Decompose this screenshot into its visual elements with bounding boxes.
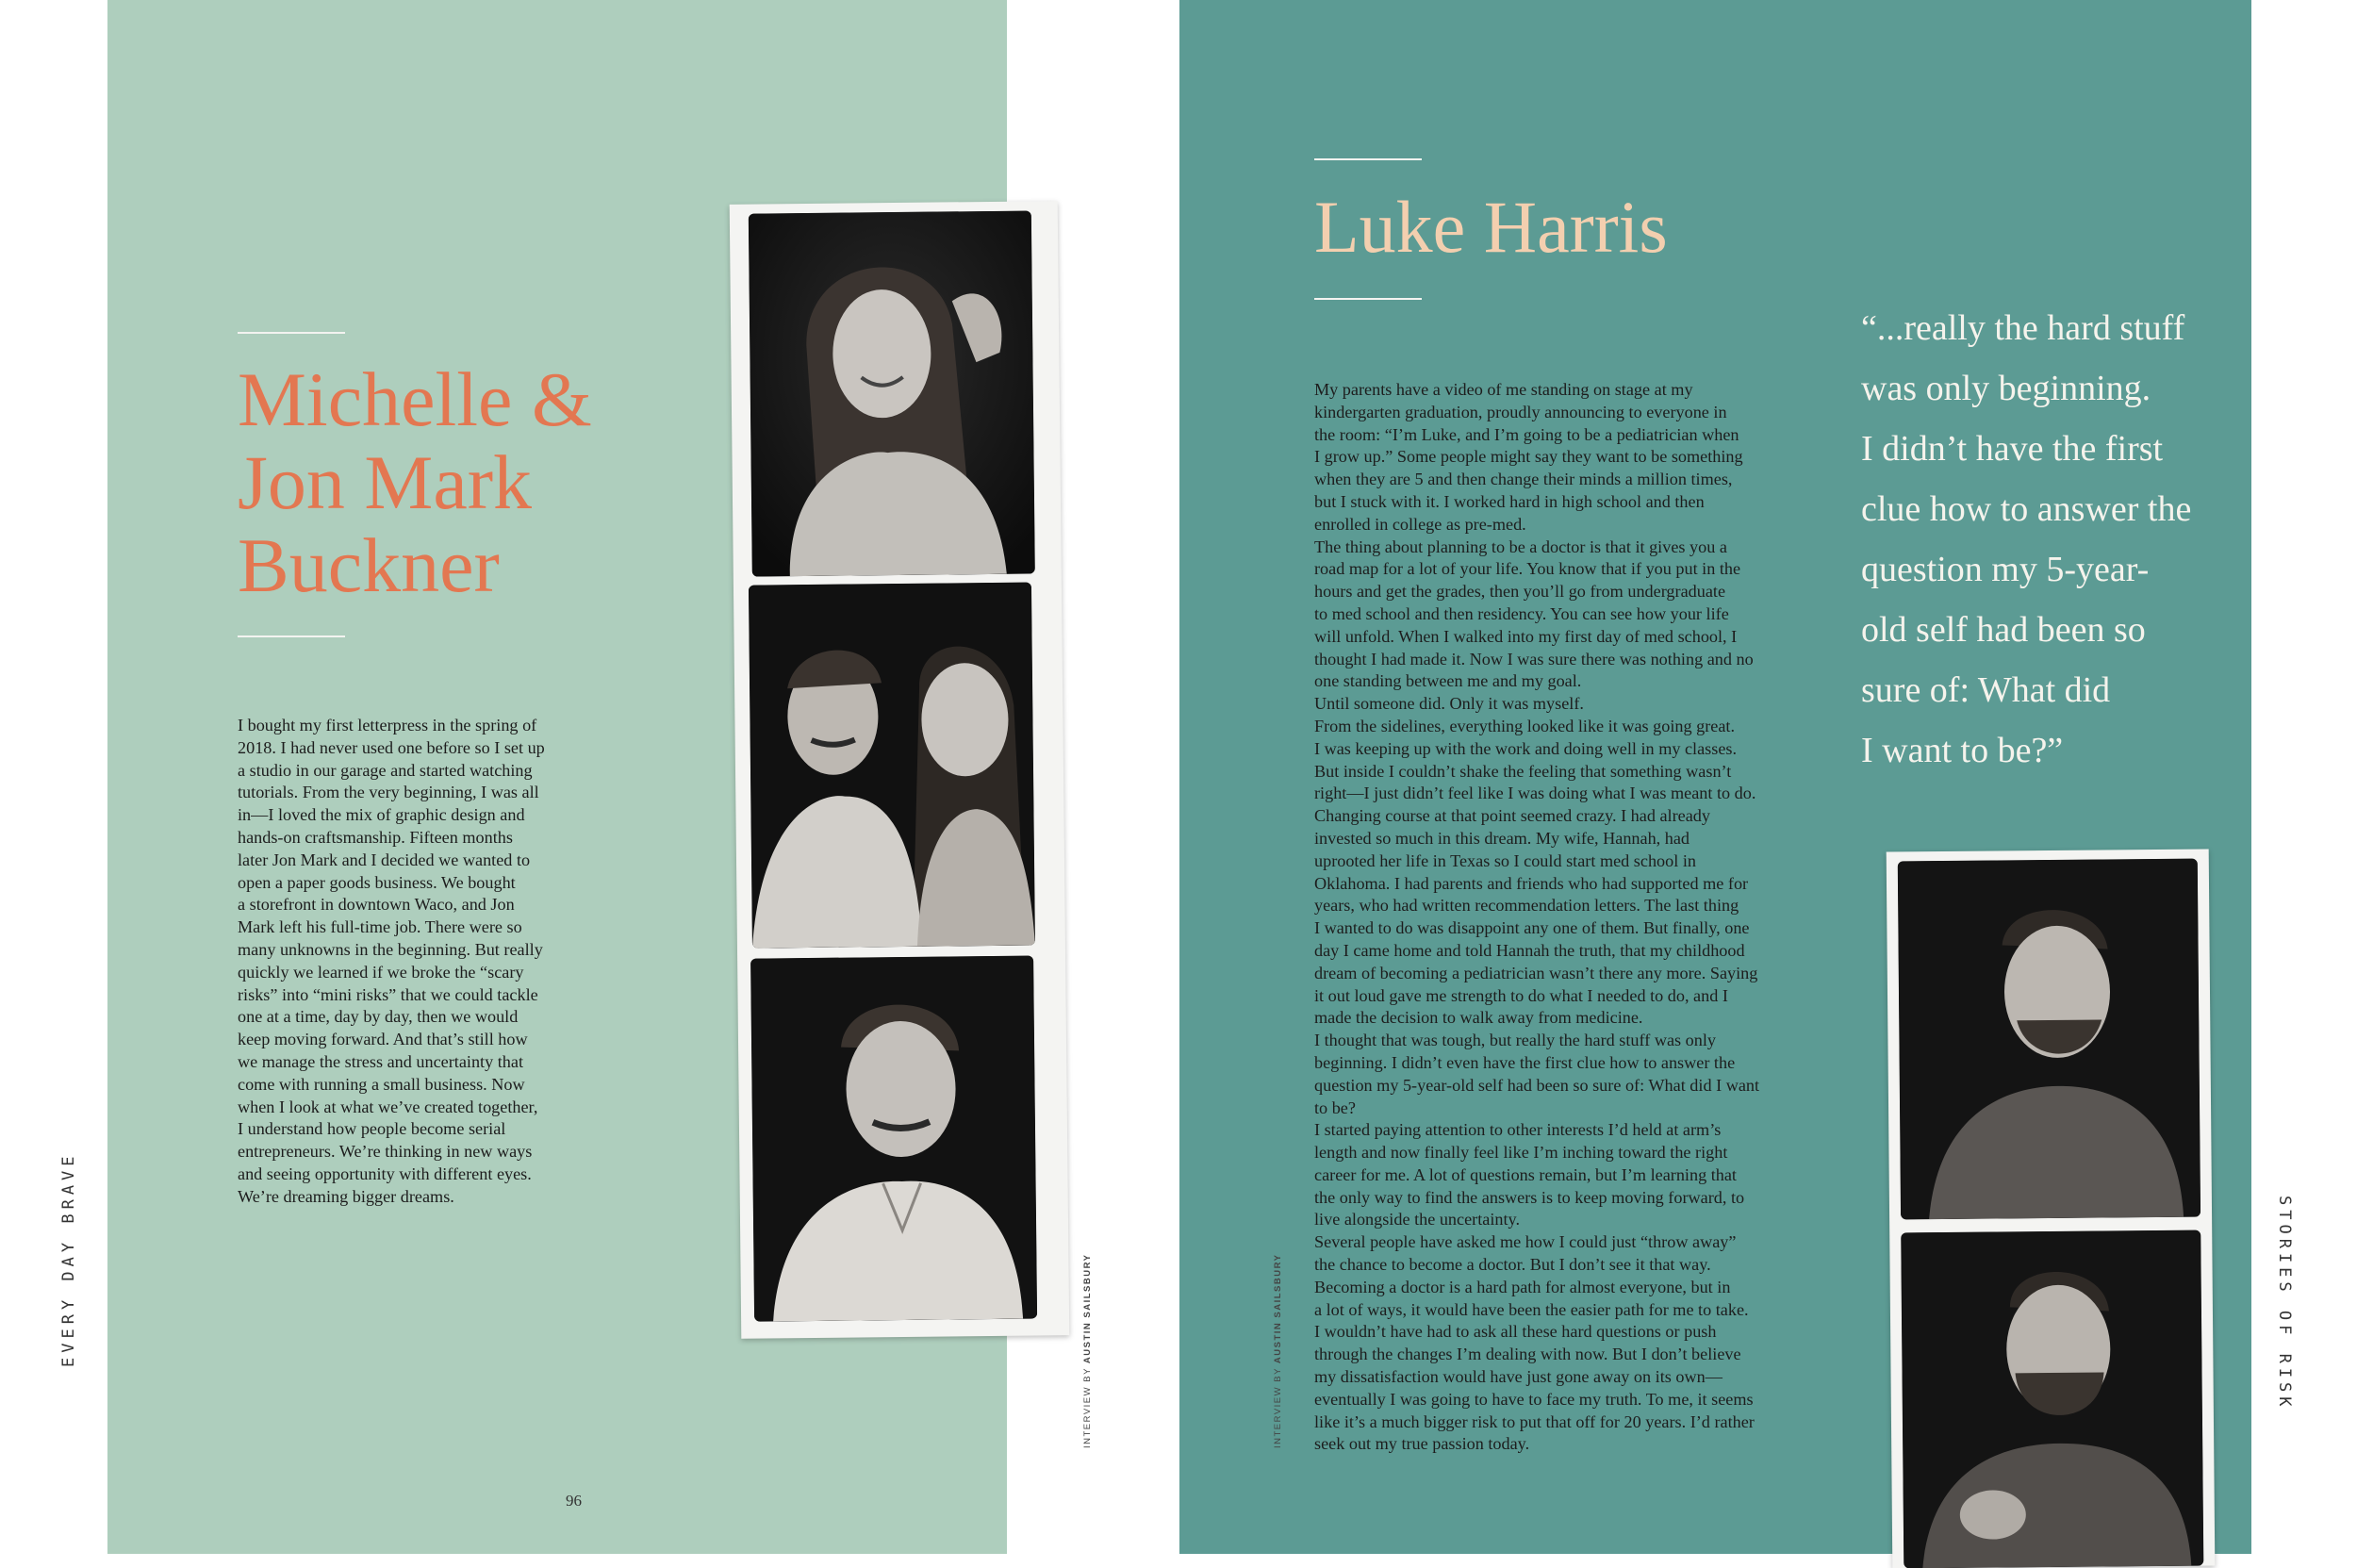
photo-luke-front [1901, 1230, 2203, 1568]
heading-rule-bottom [238, 635, 345, 637]
photo-strip-right [1887, 850, 2216, 1568]
photo-michelle [749, 211, 1035, 577]
credit-prefix-right: INTERVIEW BY [1273, 1367, 1283, 1448]
page-number: 96 [566, 1492, 582, 1510]
left-page-heading: Michelle & Jon Mark Buckner [238, 356, 592, 608]
heading-rule-bottom-right [1314, 298, 1422, 300]
photo-luke-profile [1898, 859, 2200, 1220]
right-page-body: My parents have a video of me standing on stage at my kindergarten graduation, proudly announcing to everyone in the room: “I’m Luke, and I’m going to be a pediatrician when I grow up.” Some people might say they want to be something when they are 5 and then change their minds a million times, but I stuck with it. I worked hard in high school and then enrolled in college as pre-med. The thing about planning to be a doctor is that it gives you a road map for a lot of your life. You know that if you put in the hours and get the grades, then you’ll go from undergraduate to med school and then residency. You can see how your life will unfold. When I walked into my first day of med school, I thought I had made it. Now I was sure there was nothing and no one standing between me and my goal. Until someone did. Only it was myself. From the sidelines, everything looked like it was going great. I was keeping up with the work and doing well in my classes. But inside I couldn’t shake the feeling that something wasn’t right—I just didn’t feel like I was doing what I was meant to do. Changing course at that point seemed crazy. I had already invested so much in this dream. My wife, Hannah, had uprooted her life in Texas so I could start med school in Oklahoma. I had parents and friends who had supported me for years, who had written recommendation letters. The last thing I wanted to do was disappoint any one of them. But finally, one day I came home and told Hannah the truth, that my childhood dream of becoming a pediatrician wasn’t there any more. Saying it out loud gave me strength to do what I needed to do, and I made the decision to walk away from medicine. I thought that was tough, but really the hard stuff was only beginning. I didn’t even have the first clue how to answer the question my 5-year-old self had been so sure of: What did I want to be? I started paying attention to other interests I’d held at arm’s length and now finally feel like I’m inching toward the right career for me. A lot of questions remain, but I’m learning that the only way to find the answers is to keep moving forward, to live alongside the uncertainty. Several people have asked me how I could just “throw away” the chance to become a doctor. But I don’t see it that way. Becoming a doctor is a hard path for almost everyone, but in a lot of ways, it would have been the easier path for me to take. I wouldn’t have had to ask all these hard questions or push through the changes I’m dealing with now. But I don’t believe my dissatisfaction would have just gone away on its own— eventually I was going to have to face my truth. To me, it seems like it’s a much bigger risk to put that off for 20 years. I’d rather seek out my true passion today. [1314, 380, 1760, 1454]
right-page-heading: Luke Harris [1314, 186, 1668, 268]
running-head-right-text: STORIES OF RISK [2275, 1196, 2294, 1411]
photo-jon-mark [750, 956, 1037, 1322]
pull-quote: “...really the hard stuff was only beginning. I didn’t have the first clue how to answer the question my 5-year- old self had been so sure of: What did I want to be?” [1861, 308, 2192, 770]
photo-couple [749, 583, 1035, 949]
heading-rule-top [238, 332, 345, 334]
running-head-left-text: EVERY DAY BRAVE [59, 1151, 78, 1367]
left-page-body: I bought my first letterpress in the spring of 2018. I had never used one before so I set up a studio in our garage and started watching tutorials. From the very beginning, I was all in—I loved the mix of graphic design and hands-on craftsmanship. Fifteen months later Jon Mark and I decided we wanted to open a paper goods business. We bought a storefront in downtown Waco, and Jon Mark left his full-time job. There were so many unknowns in the beginning. But really quickly we learned if we broke the “scary risks” into “mini risks” that we could tackle one at a time, day by day, then we would keep moving forward. And that’s still how we manage the stress and uncertainty that come with running a small business. Now when I look at what we’ve created together, I understand how people become serial entrepreneurs. We’re thinking in new ways and seeing opportunity with different eyes. We’re dreaming bigger dreams. [238, 716, 545, 1206]
photo-strip-left [730, 201, 1070, 1339]
heading-rule-top-right [1314, 158, 1422, 160]
interview-credit-left [1082, 1254, 1093, 1448]
interview-credit-right [1273, 1254, 1283, 1448]
credit-name-left: AUSTIN SAILSBURY [1082, 1253, 1093, 1364]
running-head-left [59, 1151, 78, 1386]
credit-prefix-left: INTERVIEW BY [1082, 1367, 1093, 1448]
credit-name-right: AUSTIN SAILSBURY [1273, 1253, 1283, 1364]
